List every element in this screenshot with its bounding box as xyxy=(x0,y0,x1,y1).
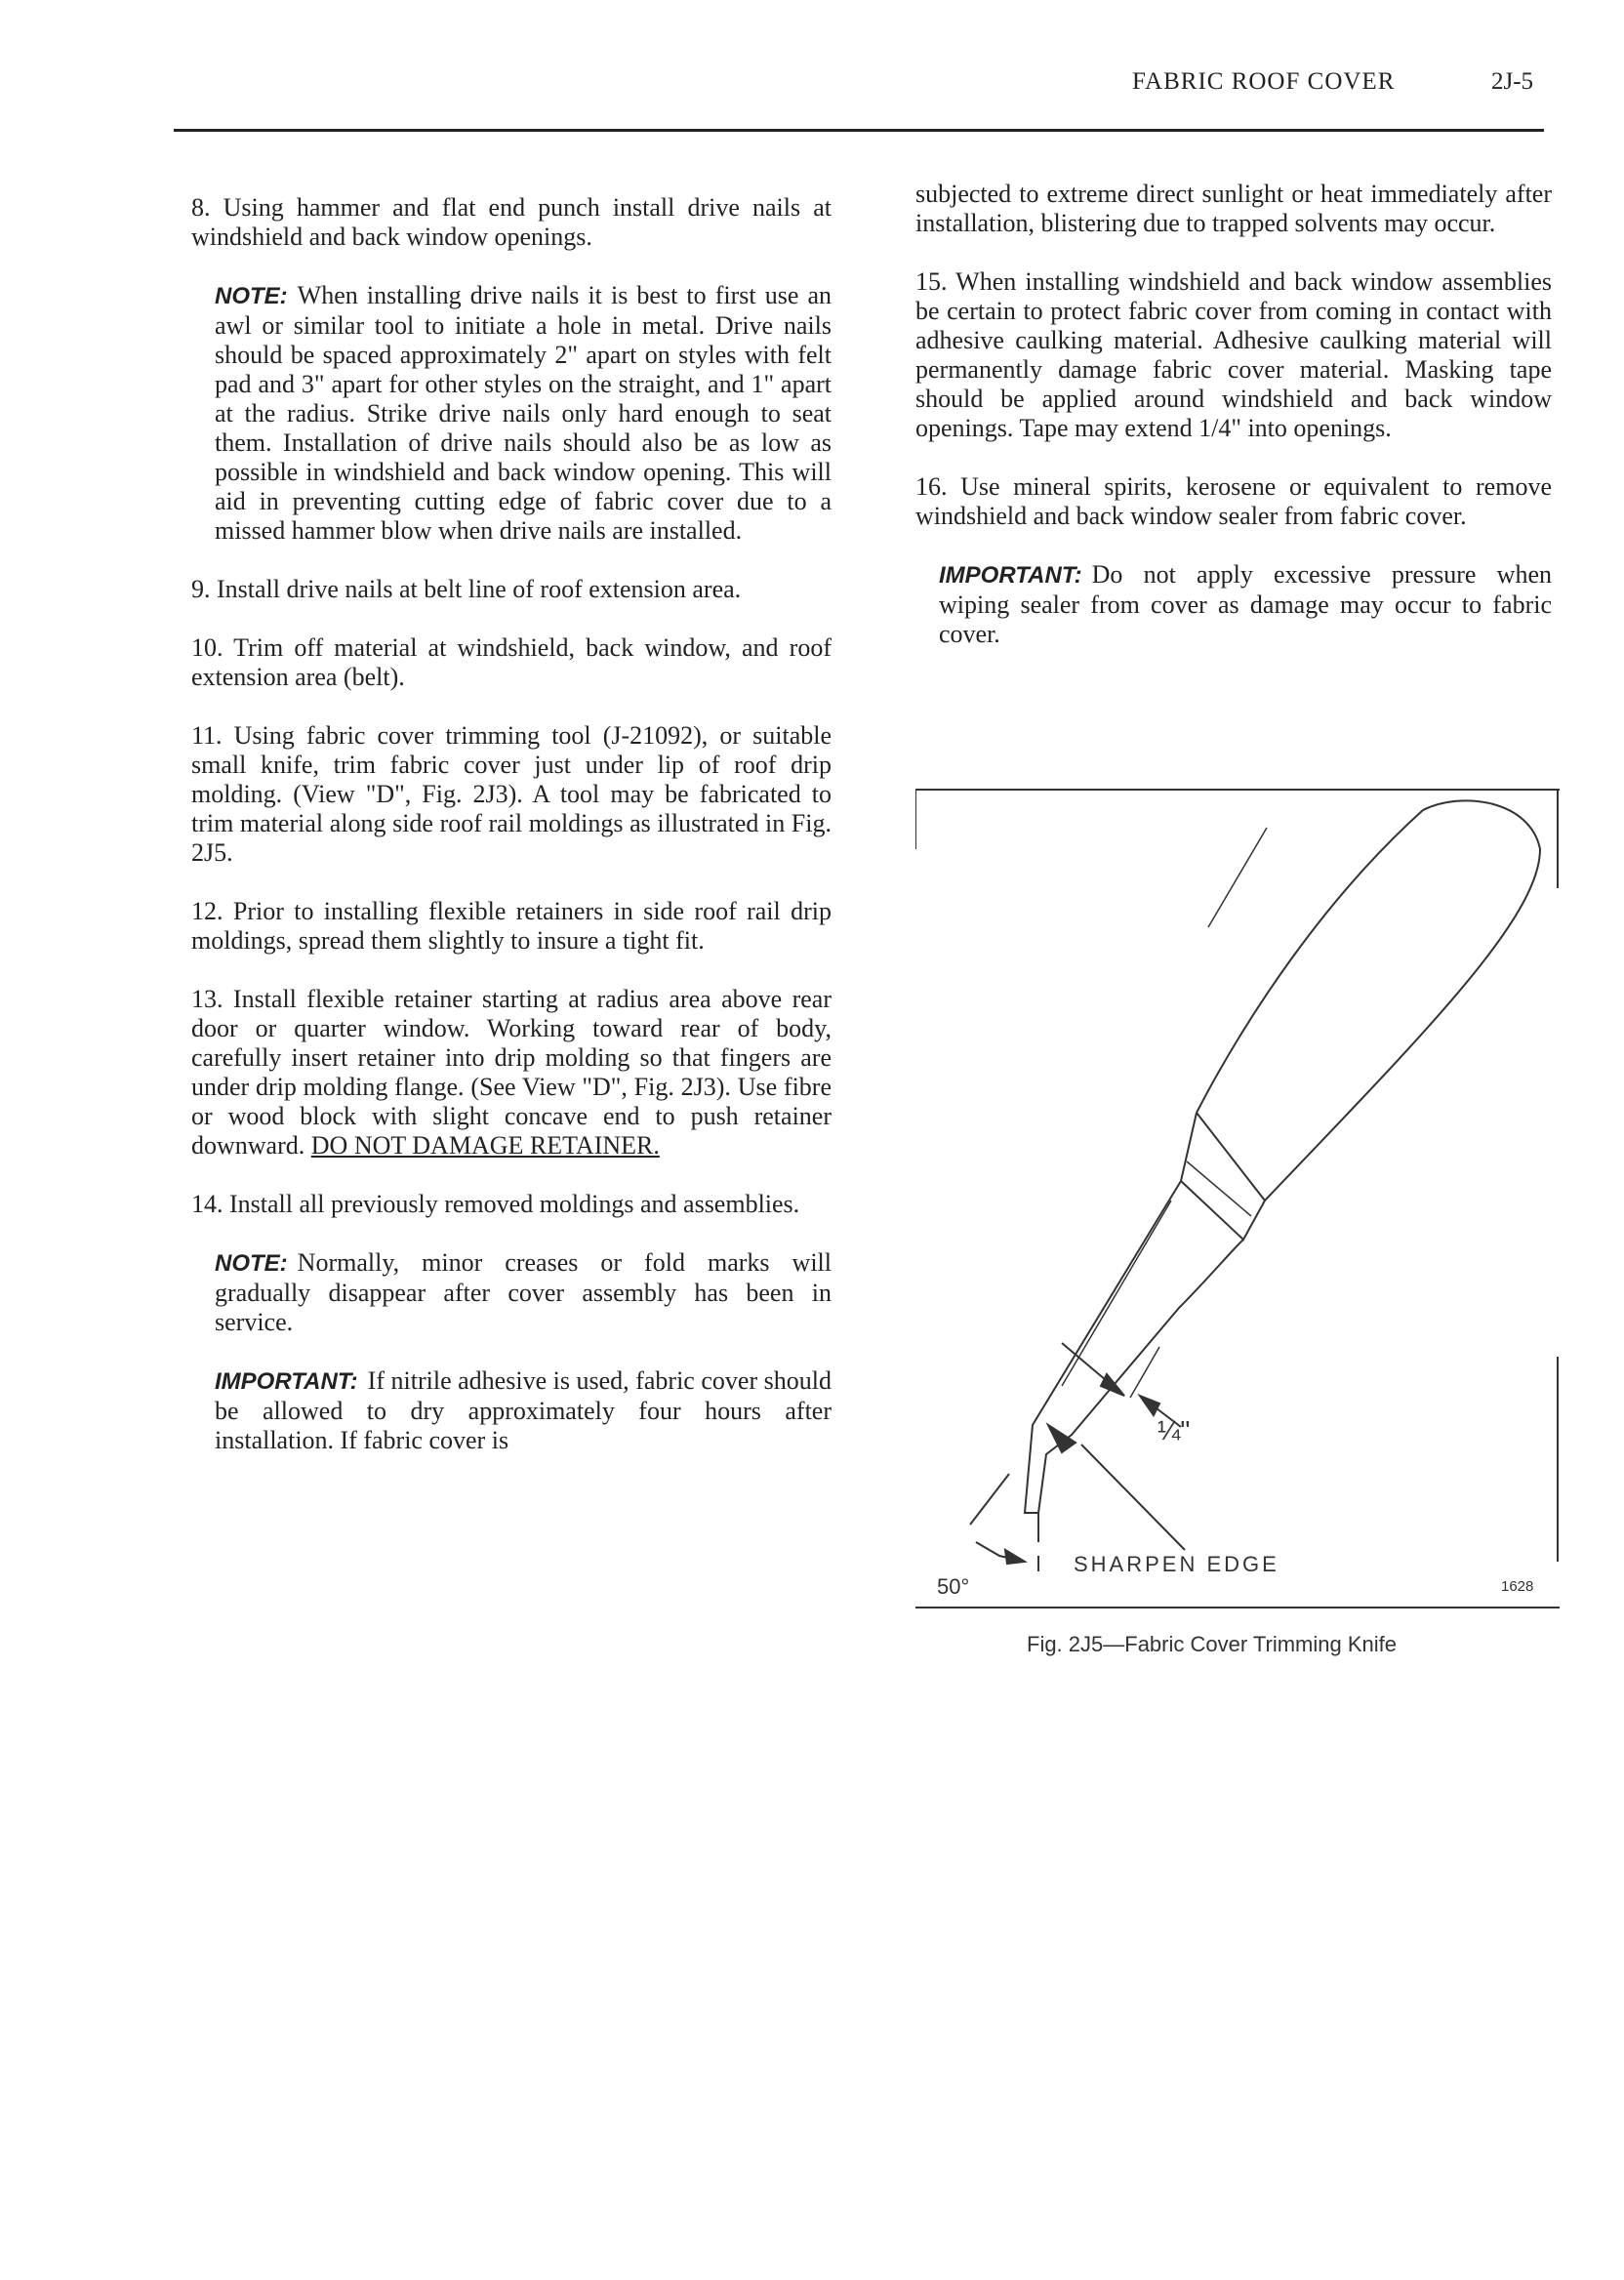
figure-caption: Fig. 2J5—Fabric Cover Trimming Knife xyxy=(1027,1632,1397,1656)
header-rule xyxy=(174,129,1544,132)
dimension-arrows xyxy=(970,1343,1185,1571)
left-column xyxy=(191,193,832,1485)
continued-text: subjected to extreme direct sunlight or heat immediately after installation, blistering due to trapped solvents may occur. xyxy=(915,180,1552,237)
step-16: 16. Use mineral spirits, kerosene or equivalent to remove windshield and back window sealer from fabric cover. xyxy=(915,472,1552,530)
important-text: Do not apply excessive pressure when wiping sealer from cover as damage may occur to fabric cover. xyxy=(939,560,1552,648)
step-9: 9. Install drive nails at belt line of roof extension area. xyxy=(191,575,742,603)
important-text: If nitrile adhesive is used, fabric cover should be allowed to dry approximately four hours after installation. If fabric cover is xyxy=(215,1366,832,1454)
knife-handle xyxy=(1197,800,1540,1201)
important-sealer xyxy=(915,560,1552,649)
step-15: 15. When installing windshield and back window assemblies be certain to protect fabric cover from coming in contact with adhesive caulking material. Adhesive caulking material will permanently damage fabric cover material. Masking tape should be applied around windshield and back window openings. Tape may extend 1/4" into openings. xyxy=(915,267,1552,442)
step-13 xyxy=(191,985,832,1160)
step-11: 11. Using fabric cover trimming tool (J-21092), or suitable small knife, trim fabric cover just under lip of roof drip molding. (View "D", Fig. 2J3). A tool may be fabricated to trim material along side roof rail moldings as illustrated in Fig. 2J5. xyxy=(191,721,832,867)
step-8: 8. Using hammer and flat end punch install drive nails at windshield and back window openings. xyxy=(191,193,832,251)
step-13-warning: DO NOT DAMAGE RETAINER. xyxy=(310,1131,660,1160)
page-header-title: FABRIC ROOF COVER xyxy=(1132,68,1396,95)
important-label: IMPORTANT: xyxy=(215,1368,358,1395)
angle-label: 50° xyxy=(937,1574,970,1599)
figure-number: 1628 xyxy=(1501,1578,1534,1595)
important-nitrile xyxy=(191,1366,832,1455)
note-creases xyxy=(191,1248,832,1337)
step-14: 14. Install all previously removed moldings and assemblies. xyxy=(191,1190,800,1218)
note-text: When installing drive nails it is best to first use an awl or similar tool to initiate a hole in metal. Drive nails should be spaced approximately 2" apart on styles with felt pad and 3" apart for other styles on the straight, and 1" apart at the radius. Strike drive nails only hard enough to seat them. Installation of drive nails should also be as low as possible in windshield and back window opening. This will aid in preventing cutting edge of fabric cover due to a missed hammer blow when drive nails are installed. xyxy=(215,281,832,545)
step-12: 12. Prior to installing flexible retainers in side roof rail drip moldings, spread them slightly to insure a tight fit. xyxy=(191,897,832,955)
knife-blade xyxy=(1025,1181,1243,1513)
note-text: Normally, minor creases or fold marks will gradually disappear after cover assembly has been in service. xyxy=(215,1248,832,1336)
knife-ferrule xyxy=(1181,1113,1265,1240)
right-column xyxy=(915,180,1552,678)
dimension-label: ¼" xyxy=(1157,1415,1191,1445)
figure-trimming-knife xyxy=(915,789,1560,1608)
note-drive-nails xyxy=(191,281,832,546)
step-13-text: 13. Install flexible retainer starting at radius area above rear door or quarter window. Working toward rear of body, carefully insert retainer into drip molding so that fingers are under drip molding flange. (See View "D", Fig. 2J3). Use fibre or wood block with slight concave end to push retainer downward. xyxy=(191,985,832,1160)
note-label: NOTE: xyxy=(215,1250,288,1277)
sharpen-edge-label: SHARPEN EDGE xyxy=(1074,1552,1279,1576)
note-label: NOTE: xyxy=(215,283,288,309)
knife-illustration xyxy=(915,791,1560,1607)
page-number: 2J-5 xyxy=(1491,68,1534,95)
step-10: 10. Trim off material at windshield, back window, and roof extension area (belt). xyxy=(191,633,832,691)
important-label: IMPORTANT: xyxy=(939,562,1082,589)
